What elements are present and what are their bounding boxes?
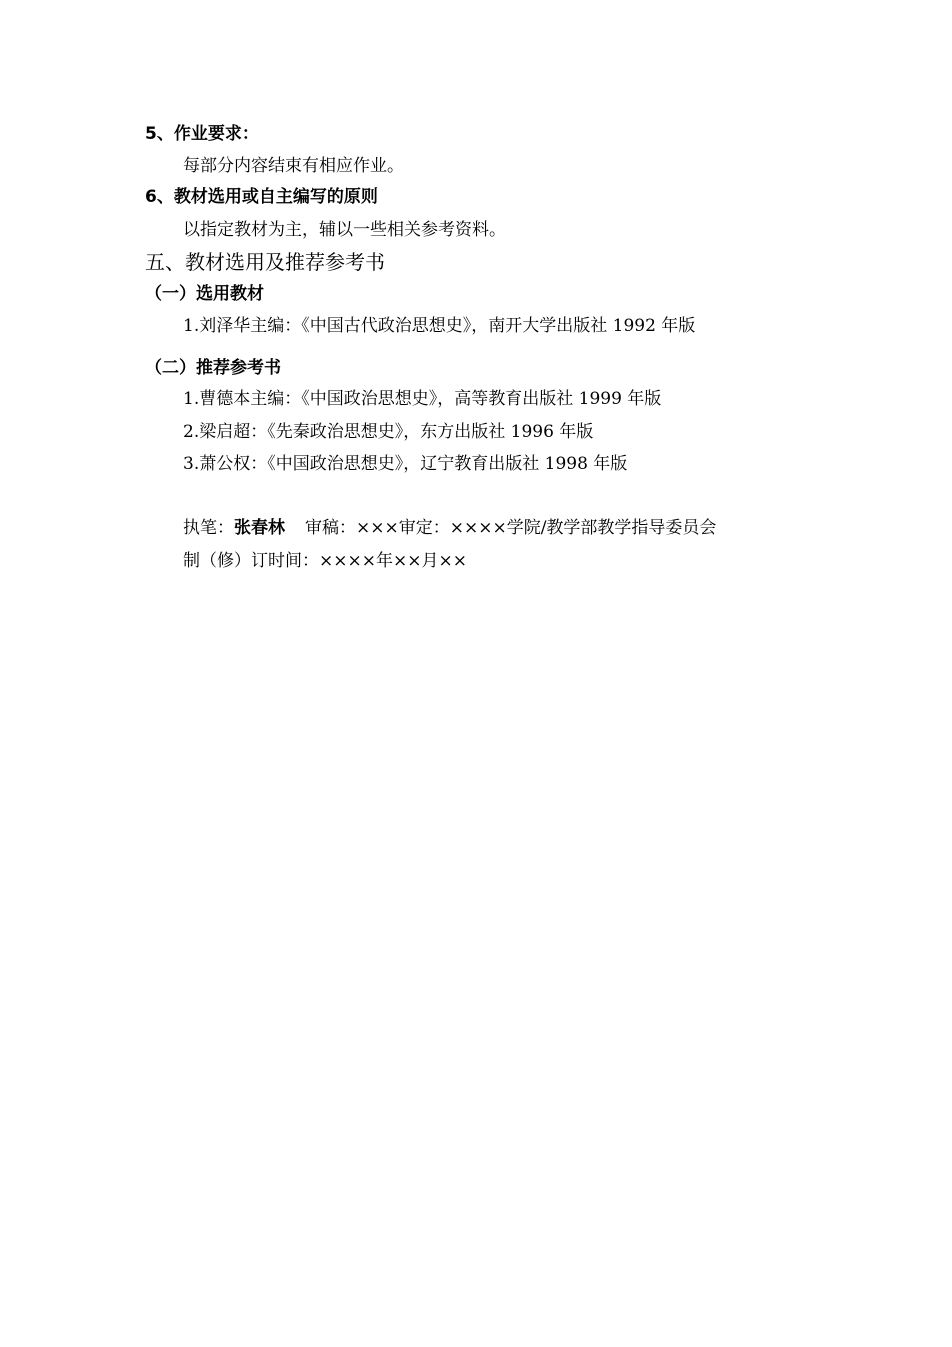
- review-approval: 审稿：×××审定：××××学院/教学部教学指导委员会: [305, 518, 717, 538]
- homework-text: 每部分内容结束有相应作业。: [183, 156, 404, 176]
- selected-textbook-heading: （一）选用教材: [145, 284, 264, 304]
- selected-textbook-item: 1.刘泽华主编：《中国古代政治思想史》，南开大学出版社 1992 年版: [183, 316, 696, 336]
- recommended-books-heading: （二）推荐参考书: [145, 358, 281, 378]
- homework-heading: 5、作业要求：: [145, 124, 259, 144]
- author-label: 执笔：: [183, 518, 234, 538]
- textbook-principle-heading: 6、教材选用或自主编写的原则: [145, 187, 378, 207]
- recommended-book-item: 3.萧公权：《中国政治思想史》，辽宁教育出版社 1998 年版: [183, 454, 628, 474]
- section-five-heading: 五、教材选用及推荐参考书: [145, 250, 385, 274]
- revision-date: 制（修）订时间：××××年××月××: [183, 551, 467, 571]
- textbook-principle-text: 以指定教材为主，辅以一些相关参考资料。: [183, 220, 506, 240]
- recommended-book-item: 1.曹德本主编：《中国政治思想史》，高等教育出版社 1999 年版: [183, 389, 662, 409]
- signature-line: [183, 520, 716, 537]
- author-name: 张春林: [234, 518, 285, 538]
- recommended-book-item: 2.梁启超：《先秦政治思想史》，东方出版社 1996 年版: [183, 422, 594, 442]
